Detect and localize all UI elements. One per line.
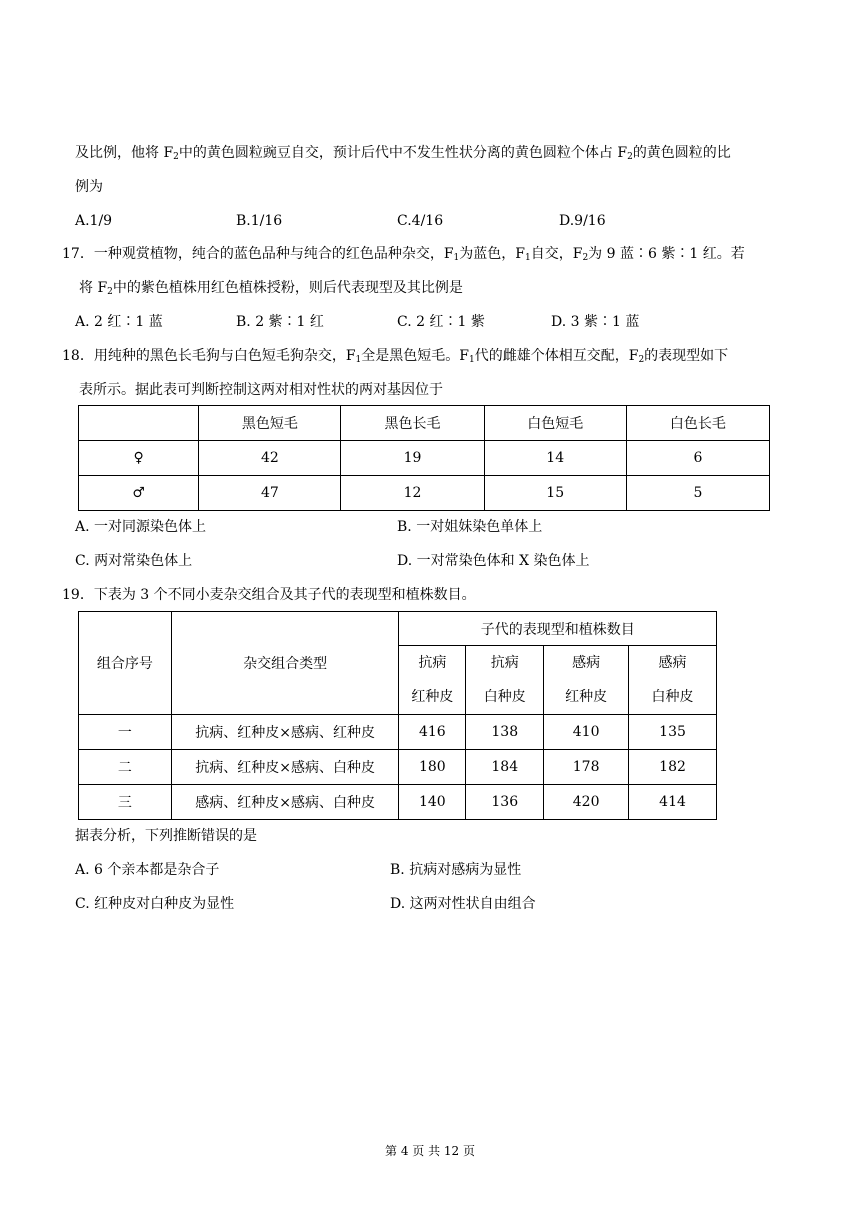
q19-option-c: C. 红种皮对白种皮为显性 — [75, 896, 235, 912]
q19-question-stem: 据表分析，下列推断错误的是 — [75, 828, 257, 844]
q18-cell: 14 — [484, 441, 626, 476]
q16-option-b: B.1/16 — [236, 213, 283, 229]
q19-cell: 178 — [544, 750, 629, 785]
q19-subheader-cell — [629, 646, 717, 715]
q19-cell: 182 — [629, 750, 717, 785]
table-row — [79, 785, 717, 820]
q19-cell: 136 — [466, 785, 544, 820]
q16-text-line2: 例为 — [75, 179, 103, 195]
q19-cell: 138 — [466, 715, 544, 750]
q19-subheader-cell — [399, 646, 466, 715]
q19-subheader-line1: 感病 — [572, 655, 601, 671]
q18-cell: ♀ — [79, 441, 199, 476]
q18-option-b: B. 一对姐妹染色单体上 — [397, 519, 543, 535]
q19-text-line1: 19．下表为 3 个不同小麦杂交组合及其子代的表现型和植株数目。 — [62, 587, 476, 603]
q18-option-c: C. 两对常染色体上 — [75, 553, 193, 569]
q17-option-d: D. 3 紫∶1 蓝 — [551, 314, 640, 330]
q18-cell: 5 — [626, 476, 769, 511]
q18-header-cell: 白色短毛 — [484, 406, 626, 441]
q17-text-line2: 将 $F_2$中的紫色植株用红色植株授粉，则后代表现型及其比例是 — [79, 280, 463, 297]
q19-header-offspring: 子代的表现型和植株数目 — [399, 612, 717, 646]
q19-subheader-line2: 白种皮 — [651, 689, 694, 705]
q18-cell: ♂ — [79, 476, 199, 511]
q19-cell: 135 — [629, 715, 717, 750]
q19-table — [78, 611, 717, 820]
q17-text-line1: 17．一种观赏植物，纯合的蓝色品种与纯合的红色品种杂交，$F_1$为蓝色，$F_1$自交，$F_2$为 9 蓝∶6 紫∶1 红。若 — [62, 246, 745, 263]
q19-cell: 410 — [544, 715, 629, 750]
table-row — [79, 441, 770, 476]
q19-cell: 二 — [79, 750, 172, 785]
q18-header-cell: 白色长毛 — [626, 406, 769, 441]
q18-cell: 47 — [199, 476, 341, 511]
q17-option-c: C. 2 红∶1 紫 — [397, 314, 485, 330]
q19-header-cross-type: 杂交组合类型 — [171, 612, 399, 715]
q18-option-d: D. 一对常染色体和 X 染色体上 — [397, 553, 590, 569]
q18-cell: 15 — [484, 476, 626, 511]
q19-subheader-line2: 红种皮 — [411, 689, 454, 705]
q19-cell: 414 — [629, 785, 717, 820]
q18-cell: 12 — [341, 476, 484, 511]
q19-subheader-cell — [466, 646, 544, 715]
q19-cell: 420 — [544, 785, 629, 820]
q19-subheader-line1: 抗病 — [490, 655, 519, 671]
q19-cell: 180 — [399, 750, 466, 785]
q19-cell: 抗病、红种皮×感病、白种皮 — [171, 750, 399, 785]
q19-option-a: A. 6 个亲本都是杂合子 — [75, 862, 220, 878]
q19-subheader-cell — [544, 646, 629, 715]
q19-cell: 一 — [79, 715, 172, 750]
q16-option-a: A.1/9 — [75, 213, 113, 229]
table-row — [79, 715, 717, 750]
q19-subheader-line2: 红种皮 — [565, 689, 608, 705]
q19-cell: 416 — [399, 715, 466, 750]
q16-option-d: D.9/16 — [559, 213, 606, 229]
table-row — [79, 750, 717, 785]
q19-table-header-row — [79, 612, 717, 646]
q17-option-b: B. 2 紫∶1 红 — [236, 314, 324, 330]
q16-option-c: C.4/16 — [397, 213, 444, 229]
q19-cell: 140 — [399, 785, 466, 820]
q17-option-a: A. 2 红∶1 蓝 — [75, 314, 163, 330]
q18-header-cell: 黑色长毛 — [341, 406, 484, 441]
q19-option-d: D. 这两对性状自由组合 — [390, 896, 536, 912]
q18-cell: 6 — [626, 441, 769, 476]
q19-cell: 三 — [79, 785, 172, 820]
q18-option-a: A. 一对同源染色体上 — [75, 519, 207, 535]
q18-header-cell — [79, 406, 199, 441]
q19-subheader-line1: 感病 — [658, 655, 687, 671]
q19-header-combo-no: 组合序号 — [79, 612, 172, 715]
q18-text-line2: 表所示。据此表可判断控制这两对相对性状的两对基因位于 — [79, 382, 443, 398]
q18-cell: 19 — [341, 441, 484, 476]
q18-header-cell: 黑色短毛 — [199, 406, 341, 441]
q19-option-b: B. 抗病对感病为显性 — [390, 862, 522, 878]
q19-subheader-line2: 白种皮 — [483, 689, 526, 705]
q18-table — [78, 405, 770, 511]
q16-text-line1: 及比例，他将 $F_2$中的黄色圆粒豌豆自交，预计后代中不发生性状分离的黄色圆粒个体占 $F_2$的黄色圆粒的比 — [75, 145, 731, 162]
q19-cell: 184 — [466, 750, 544, 785]
q18-cell: 42 — [199, 441, 341, 476]
table-row — [79, 476, 770, 511]
q19-subheader-line1: 抗病 — [418, 655, 447, 671]
q18-text-line1: 18．用纯种的黑色长毛狗与白色短毛狗杂交，$F_1$全是黑色短毛。$F_1$代的雌雄个体相互交配，$F_2$的表现型如下 — [62, 348, 729, 365]
q18-table-header-row — [79, 406, 770, 441]
page-footer: 第 4 页 共 12 页 — [385, 1144, 475, 1158]
q19-cell: 抗病、红种皮×感病、红种皮 — [171, 715, 399, 750]
q19-cell: 感病、红种皮×感病、白种皮 — [171, 785, 399, 820]
